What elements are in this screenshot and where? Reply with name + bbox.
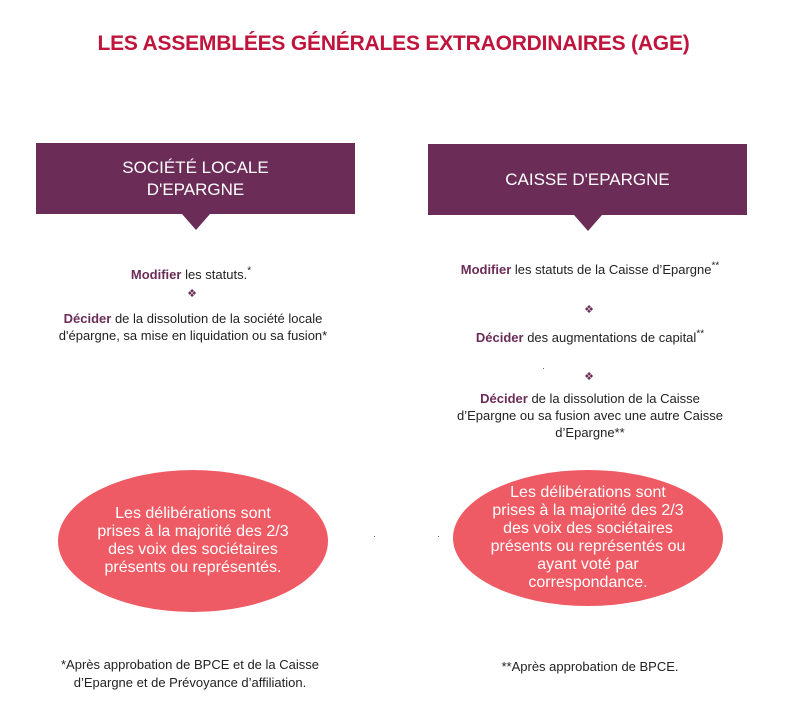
keyword: Décider	[475, 330, 524, 345]
footnote-line: **Après approbation de BPCE.	[501, 659, 679, 674]
footnote-line: d’Epargne et de Prévoyance d’affiliation.	[73, 675, 307, 690]
keyword: Décider	[63, 311, 112, 326]
right-item-augmentation	[445, 329, 735, 346]
left-item-decider	[58, 310, 328, 344]
oval-line: présents ou représentés ou	[490, 538, 686, 555]
keyword: Modifier	[460, 262, 512, 277]
callout-line: CAISSE D'EPARGNE	[505, 169, 670, 189]
right-item-modifier	[445, 261, 735, 278]
oval-line: présents ou représentés.	[104, 559, 282, 576]
oval-deliberations-right	[453, 470, 723, 606]
footnote-right	[440, 658, 740, 676]
callout-societe-locale	[36, 143, 355, 214]
footnote-left	[40, 656, 340, 692]
item-text: les statuts.	[181, 267, 248, 282]
stray-dot	[543, 368, 544, 369]
item-text: les statuts de la Caisse d’Epargne	[511, 262, 712, 277]
diamond-bullet-icon: ❖	[187, 288, 197, 300]
diamond-bullet-icon: ❖	[584, 371, 594, 383]
diamond-bullet-icon: ❖	[584, 304, 594, 316]
oval-line: des voix des sociétaires	[108, 541, 278, 558]
oval-line: des voix des sociétaires	[503, 520, 673, 537]
item-text: des augmentations de capital	[523, 330, 697, 345]
oval-deliberations-left	[58, 470, 328, 612]
stray-dot	[374, 536, 375, 537]
keyword: Modifier	[130, 267, 182, 282]
keyword: Décider	[480, 391, 528, 406]
footnote-mark: **	[696, 328, 705, 340]
oval-line: correspondance.	[528, 574, 648, 591]
item-text: de la dissolution de la société locale d'épargne, sa mise en liquidation ou sa fusion*	[58, 311, 328, 343]
oval-line: ayant voté par	[537, 556, 639, 573]
oval-line: prises à la majorité des 2/3	[97, 523, 289, 540]
right-item-dissolution	[452, 390, 728, 441]
footnote-mark: **	[711, 260, 720, 272]
page-title: LES ASSEMBLÉES GÉNÉRALES EXTRAORDINAIRES (AGE)	[97, 32, 690, 55]
oval-line: Les délibérations sont	[115, 505, 271, 522]
item-text: de la dissolution de la Caisse d’Epargne ou sa fusion avec une autre Caisse d’Epargne**	[457, 391, 723, 440]
oval-line: Les délibérations sont	[510, 484, 666, 501]
stray-dot	[438, 536, 439, 537]
callout-line-1: SOCIÉTÉ LOCALE	[122, 157, 269, 177]
footnote-line: *Après approbation de BPCE et de la Caisse	[61, 657, 319, 672]
footnote-mark: *	[247, 265, 252, 277]
left-item-modifier	[96, 266, 286, 283]
callout-line-2: D'EPARGNE	[146, 179, 245, 199]
oval-line: prises à la majorité des 2/3	[492, 502, 684, 519]
callout-caisse-epargne	[428, 144, 747, 215]
